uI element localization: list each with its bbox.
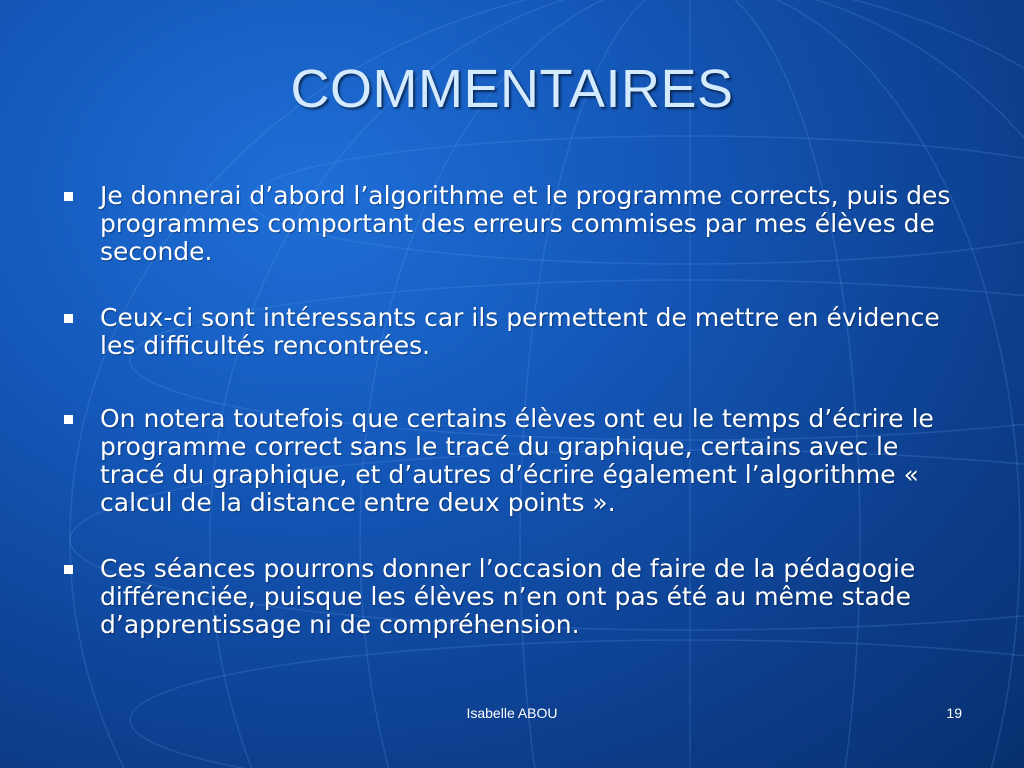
- square-bullet-icon: [64, 314, 73, 323]
- bullet-item: [60, 304, 960, 360]
- slide-title: COMMENTAIRES: [290, 59, 734, 119]
- page-number: 19: [946, 705, 962, 721]
- square-bullet-icon: [64, 565, 73, 574]
- bullet-text: Je donnerai d’abord l’algorithme et le programme corrects, puis des programmes comportant des erreurs commises par mes élèves de seconde.: [100, 181, 951, 266]
- bullet-item: [60, 555, 960, 639]
- bullet-text: Ceux-ci sont intéressants car ils permettent de mettre en évidence les difficultés rencontrées.: [100, 303, 940, 360]
- bullet-item: [60, 405, 960, 517]
- bullet-text: On notera toutefois que certains élèves ont eu le temps d’écrire le programme correct sans le tracé du graphique, certains avec le tracé du graphique, et d’autres d’écrire également l’algorithme « calcul de la distance entre deux points ».: [100, 404, 934, 517]
- bullet-item: [60, 182, 960, 266]
- square-bullet-icon: [64, 415, 73, 424]
- footer-author: Isabelle ABOU: [466, 705, 558, 721]
- bullet-list: [60, 182, 960, 639]
- square-bullet-icon: [64, 192, 73, 201]
- bullet-text: Ces séances pourrons donner l’occasion de faire de la pédagogie différenciée, puisque les élèves n’en ont pas été au même stade d’apprentissage ni de compréhension.: [100, 554, 916, 639]
